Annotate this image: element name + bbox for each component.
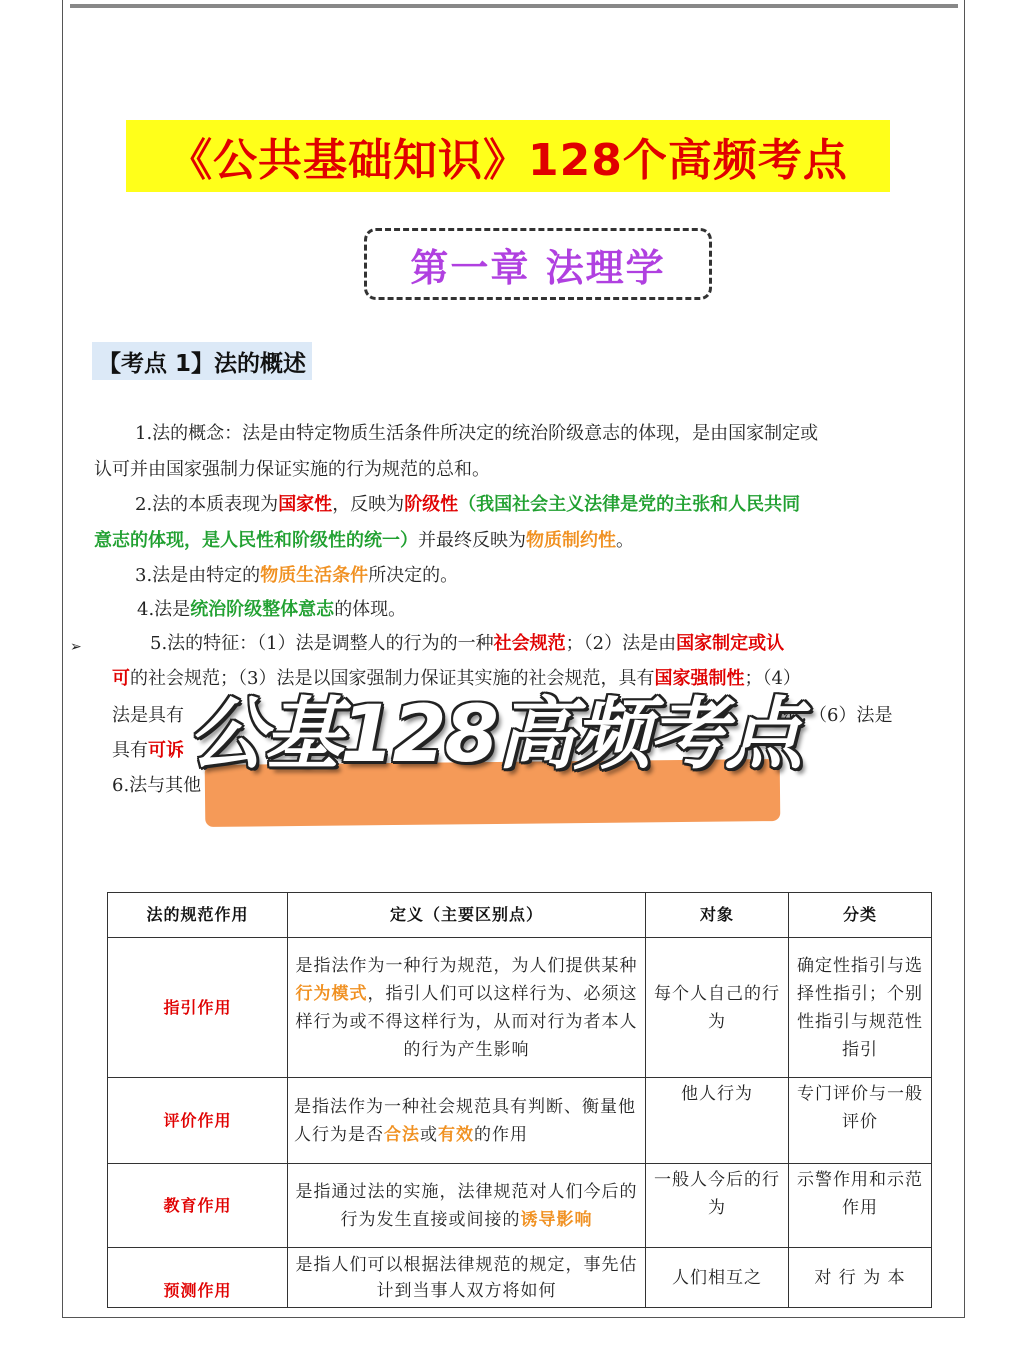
function-object: 每个人自己的行为: [646, 938, 789, 1078]
function-category: 确定性指引与选择性指引；个别性指引与规范性指引: [789, 938, 932, 1078]
p4-text: 4.法是: [137, 599, 191, 620]
p2-text: 2.法的本质表现为: [135, 494, 279, 515]
def-text: ，指引人们可以这样行为、必须这样行为或不得这样行为，从而对行为者本人的行为产生影响: [295, 983, 638, 1060]
def-highlight: 诱导影响: [520, 1209, 593, 1230]
p5-text: ；（4）: [744, 668, 801, 689]
function-definition: 是指人们可以根据法律规范的规定，事先估计到当事人双方将如何: [288, 1248, 646, 1308]
function-definition: [288, 1078, 646, 1164]
function-category: 对 行 为 本: [789, 1248, 932, 1308]
chapter-box: [364, 228, 712, 300]
def-text: 是指法作为一种社会规范具有判断、衡量他人行为是否: [294, 1096, 636, 1145]
paragraph-2-line-2: [94, 523, 634, 559]
def-highlight: 有效: [438, 1124, 474, 1145]
function-name: 评价作用: [108, 1078, 288, 1164]
paragraph-5-line-3-end: 范；（6）法是: [782, 705, 893, 726]
paragraph-3: [135, 558, 458, 594]
p5-highlight: 可: [112, 668, 130, 689]
title-highlight: [126, 120, 890, 192]
p5-highlight: 社会规范: [493, 633, 566, 654]
function-object: 他人行为: [646, 1078, 789, 1164]
def-text: 或: [420, 1124, 438, 1145]
table-row: [108, 1078, 932, 1164]
p2-highlight-wuzhi: 物质制约性: [526, 530, 616, 551]
chapter-title: 第一章 法理学: [410, 245, 666, 290]
def-text: 的作用: [474, 1124, 528, 1145]
p5-text: ；（2）法是由: [565, 633, 677, 654]
p4-highlight: 统治阶级整体意志: [190, 599, 335, 620]
section-heading: 【考点 1】法的概述: [92, 342, 312, 380]
paragraph-6: 6.法与其他: [112, 775, 202, 796]
def-text: 是指通过法的实施，法律规范对人们今后的行为发生直接或间接的: [295, 1181, 638, 1230]
p3-highlight: 物质生活条件: [260, 565, 369, 586]
table-header: 法的规范作用: [108, 893, 288, 938]
p2-highlight-green: （我国社会主义法律是党的主张和人民共同: [458, 494, 801, 515]
p5-text: 具有: [112, 740, 148, 761]
law-normative-functions-table: [107, 892, 932, 1308]
def-highlight: 行为模式: [295, 983, 368, 1004]
top-rule: [70, 4, 958, 8]
p5-highlight: 可诉: [148, 740, 184, 761]
paragraph-5-line-4: [112, 733, 184, 769]
p2-highlight-jiejixing: 阶级性: [404, 494, 459, 515]
function-name: 指引作用: [108, 938, 288, 1078]
p2-text: 并最终反映为: [418, 530, 526, 551]
p3-text: 所决定的。: [368, 565, 459, 586]
p5-highlight: 国家制定或认: [676, 633, 785, 654]
p2-text: ，反映为: [332, 494, 405, 515]
function-category: 专门评价与一般评价: [789, 1078, 932, 1164]
def-highlight: 合法: [384, 1124, 420, 1145]
paragraph-4: [137, 592, 406, 628]
p4-text: 的体现。: [334, 599, 407, 620]
function-object: 一般人今后的行为: [646, 1164, 789, 1248]
function-definition: [288, 1164, 646, 1248]
table-row: [108, 938, 932, 1078]
table-row: [108, 1164, 932, 1248]
function-definition: [288, 938, 646, 1078]
table-header: 对象: [646, 893, 789, 938]
paragraph-1-line-1: 1.法的概念：法是由特定物质生活条件所决定的统治阶级意志的体现，是由国家制定或: [135, 423, 819, 444]
function-name: 预测作用: [108, 1248, 288, 1308]
overlay-banner-text: 公基128高频考点: [188, 690, 801, 780]
p5-text: 的社会规范；（3）法是以国家强制力保证其实施的社会规范，具有: [130, 668, 655, 689]
function-category: 示警作用和示范作用: [789, 1164, 932, 1248]
table-header-row: [108, 893, 932, 938]
p2-highlight-green: 意志的体现，是人民性和阶级性的统一）: [94, 530, 418, 551]
table-row: [108, 1248, 932, 1308]
function-object: 人们相互之: [646, 1248, 789, 1308]
paragraph-5-line-1: [150, 626, 784, 662]
paragraph-5-line-3-start: 法是具有: [112, 705, 184, 726]
p3-text: 3.法是由特定的: [135, 565, 261, 586]
p2-text: 。: [616, 530, 634, 551]
table-header: 定义（主要区别点）: [288, 893, 646, 938]
function-name: 教育作用: [108, 1164, 288, 1248]
paragraph-2-line-1: [135, 487, 800, 523]
document-title: 《公共基础知识》128个高频考点: [168, 135, 848, 186]
p5-text: 5.法的特征：（1）法是调整人的行为的一种: [150, 633, 494, 654]
paragraph-1-line-2: 认可并由国家强制力保证实施的行为规范的总和。: [94, 459, 490, 480]
table-header: 分类: [789, 893, 932, 938]
p5-highlight: 国家强制性: [654, 668, 745, 689]
p2-highlight-guojiaxing: 国家性: [278, 494, 333, 515]
bullet-arrow-icon: ➢: [70, 639, 82, 655]
def-text: 是指法作为一种行为规范，为人们提供某种: [295, 955, 638, 976]
